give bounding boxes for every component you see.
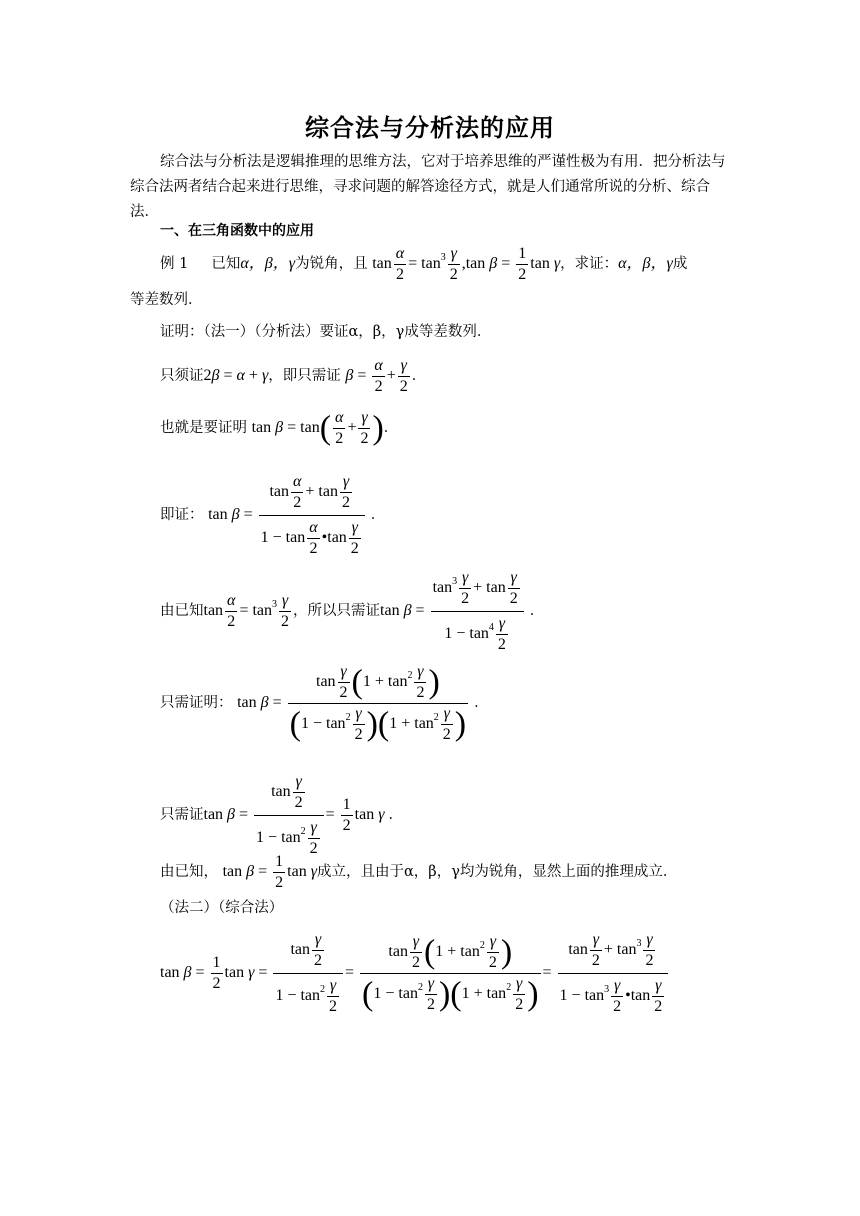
conclusion-text: 由已知，: [160, 864, 218, 881]
example-given-formula: tan $\frac{\alpha}{2}$ = $\tan^3$ $\frac{\gamma}{2}$ ,tan β = $\frac{1}{2}$ tan γ: [372, 245, 561, 283]
step-5-formula: tan β = tan $\frac{\gamma}{2}$ ($1 + \tan^2$ $\frac{\gamma}{2}$ ) ($1 - \tan^2$ $\frac{\gamma}{2}$ )($1 + \tan^2$ $\frac{\gamma}{2}$ ): [237, 663, 467, 743]
conclusion-formula: tan β = $\frac{1}{2}$ tan γ: [222, 853, 318, 891]
conclusion-text-b: 成立，且由于α，β，γ均为锐角，显然上面的推理成立．: [317, 864, 678, 881]
step-4-text-b: ，所以只需证: [293, 603, 381, 620]
step-2-formula: tan β = tan( $\frac{\alpha}{2}$ + $\frac{\gamma}{2}$ ): [251, 409, 384, 447]
example-end: 成: [672, 256, 688, 273]
step-5-text: 只需证明：: [160, 695, 233, 712]
step-3: 即证： tan β = tan $\frac{\alpha}{2}$ + tan $\frac{\gamma}{2}$ 1 − tan $\frac{\alpha}{2}$ •tan $\frac{\gamma}{2}$ ．: [160, 473, 386, 557]
step-3-text: 即证：: [160, 507, 204, 524]
step-4-formula-b: tan β = $\tan^3$ $\frac{\gamma}{2}$ + tan $\frac{\gamma}{2}$ $1 - \tan^4$ $\frac{\gamma}{2}$: [380, 602, 530, 619]
example-req: ，求证：: [560, 256, 619, 273]
step-2-text: 也就是要证明: [160, 420, 247, 437]
method-2-formula: [160, 930, 670, 1017]
step-1-text-a: 只须证: [160, 368, 204, 385]
step-6-text: 只需证: [160, 807, 204, 824]
example-1-cont: 等差数列．: [130, 292, 203, 308]
proof-intro: 证明：（法一）（分析法）要证α，β，γ成等差数列．: [160, 324, 492, 340]
step-6-formula: tan β = tan $\frac{\gamma}{2}$ $1 - \tan^2$ $\frac{\gamma}{2}$ = $\frac{1}{2}$ tan γ: [203, 773, 385, 857]
example-label: 例 1: [160, 256, 189, 273]
section-heading: 一、在三角函数中的应用: [160, 223, 314, 239]
step-1: 只须证2β = α + γ，即只需证 β = $\frac{\alpha}{2}$ + $\frac{\gamma}{2}$ ．: [160, 357, 427, 395]
step-1-formula-a: 2β = α + γ: [203, 367, 269, 385]
step-4-text-a: 由已知: [160, 603, 204, 620]
intro-paragraph: 综合法与分析法是逻辑推理的思维方法，它对于培养思维的严谨性极为有用．把分析法与综合法两者结合起来进行思维，寻求问题的解答途径方式，就是人们通常所说的分析、综合法．: [130, 154, 726, 220]
step-5: 只需证明： tan β = tan $\frac{\gamma}{2}$ ($1 + \tan^2$ $\frac{\gamma}{2}$ ) ($1 - \tan^2$ $\frac{\gamma}{2}$ )($1 + \tan^2$ $\frac{\gamma}{2}$ ) ．: [160, 663, 489, 743]
method-2-heading: （法二）（综合法）: [160, 900, 284, 916]
example-mid: 为锐角，且: [295, 256, 368, 273]
step-3-formula: tan β = tan $\frac{\alpha}{2}$ + tan $\frac{\gamma}{2}$ 1 − tan $\frac{\alpha}{2}$ •tan $\frac{\gamma}{2}$: [208, 506, 371, 523]
method-2-chain: tan β = $\frac{1}{2}$ tan γ = tan $\frac{\gamma}{2}$ $1 - \tan^2$ $\frac{\gamma}{2}$ = tan $\frac{\gamma}{2}$ ($1 + \tan^2$ $\frac{\gamma}{2}$ ) ($1 - \tan^2$ $\frac{\gamma}{2}$ )($1 + \tan^2$ $\frac{\gamma}{2}$ ) = tan $\frac{\gamma}{2}$ + $\tan^3$ $\frac{\gamma}{2}$ $1 - \tan^3$ $\frac{\gamma}{2}$ •tan $\frac{\gamma}{2}$: [160, 964, 670, 981]
conclusion-line: [160, 852, 677, 893]
step-4: 由已知tan $\frac{\alpha}{2}$ = $\tan^3$ $\frac{\gamma}{2}$ ，所以只需证tan β = $\tan^3$ $\frac{\gamma}{2}$ + tan $\frac{\gamma}{2}$ $1 - \tan^4$ $\frac{\gamma}{2}$ ．: [160, 569, 545, 653]
step-6: 只需证tan β = tan $\frac{\gamma}{2}$ $1 - \tan^2$ $\frac{\gamma}{2}$ = $\frac{1}{2}$ tan γ ．: [160, 773, 404, 857]
document-title: 综合法与分析法的应用: [305, 114, 555, 142]
step-4-formula-a: tan $\frac{\alpha}{2}$ = $\tan^3$ $\frac{\gamma}{2}$: [203, 592, 290, 630]
step-1-formula-b: β = $\frac{\alpha}{2}$ + $\frac{\gamma}{2}$: [345, 357, 408, 395]
example-vars: α，β，γ: [240, 255, 296, 273]
example-vars-2: α，β，γ: [618, 255, 673, 273]
step-2: 也就是要证明 tan β = tan( $\frac{\alpha}{2}$ + $\frac{\gamma}{2}$ )．: [160, 409, 399, 447]
step-1-text-b: ，即只需证: [268, 368, 341, 385]
example-1-line: [160, 244, 687, 285]
example-pre: 已知: [211, 256, 241, 273]
